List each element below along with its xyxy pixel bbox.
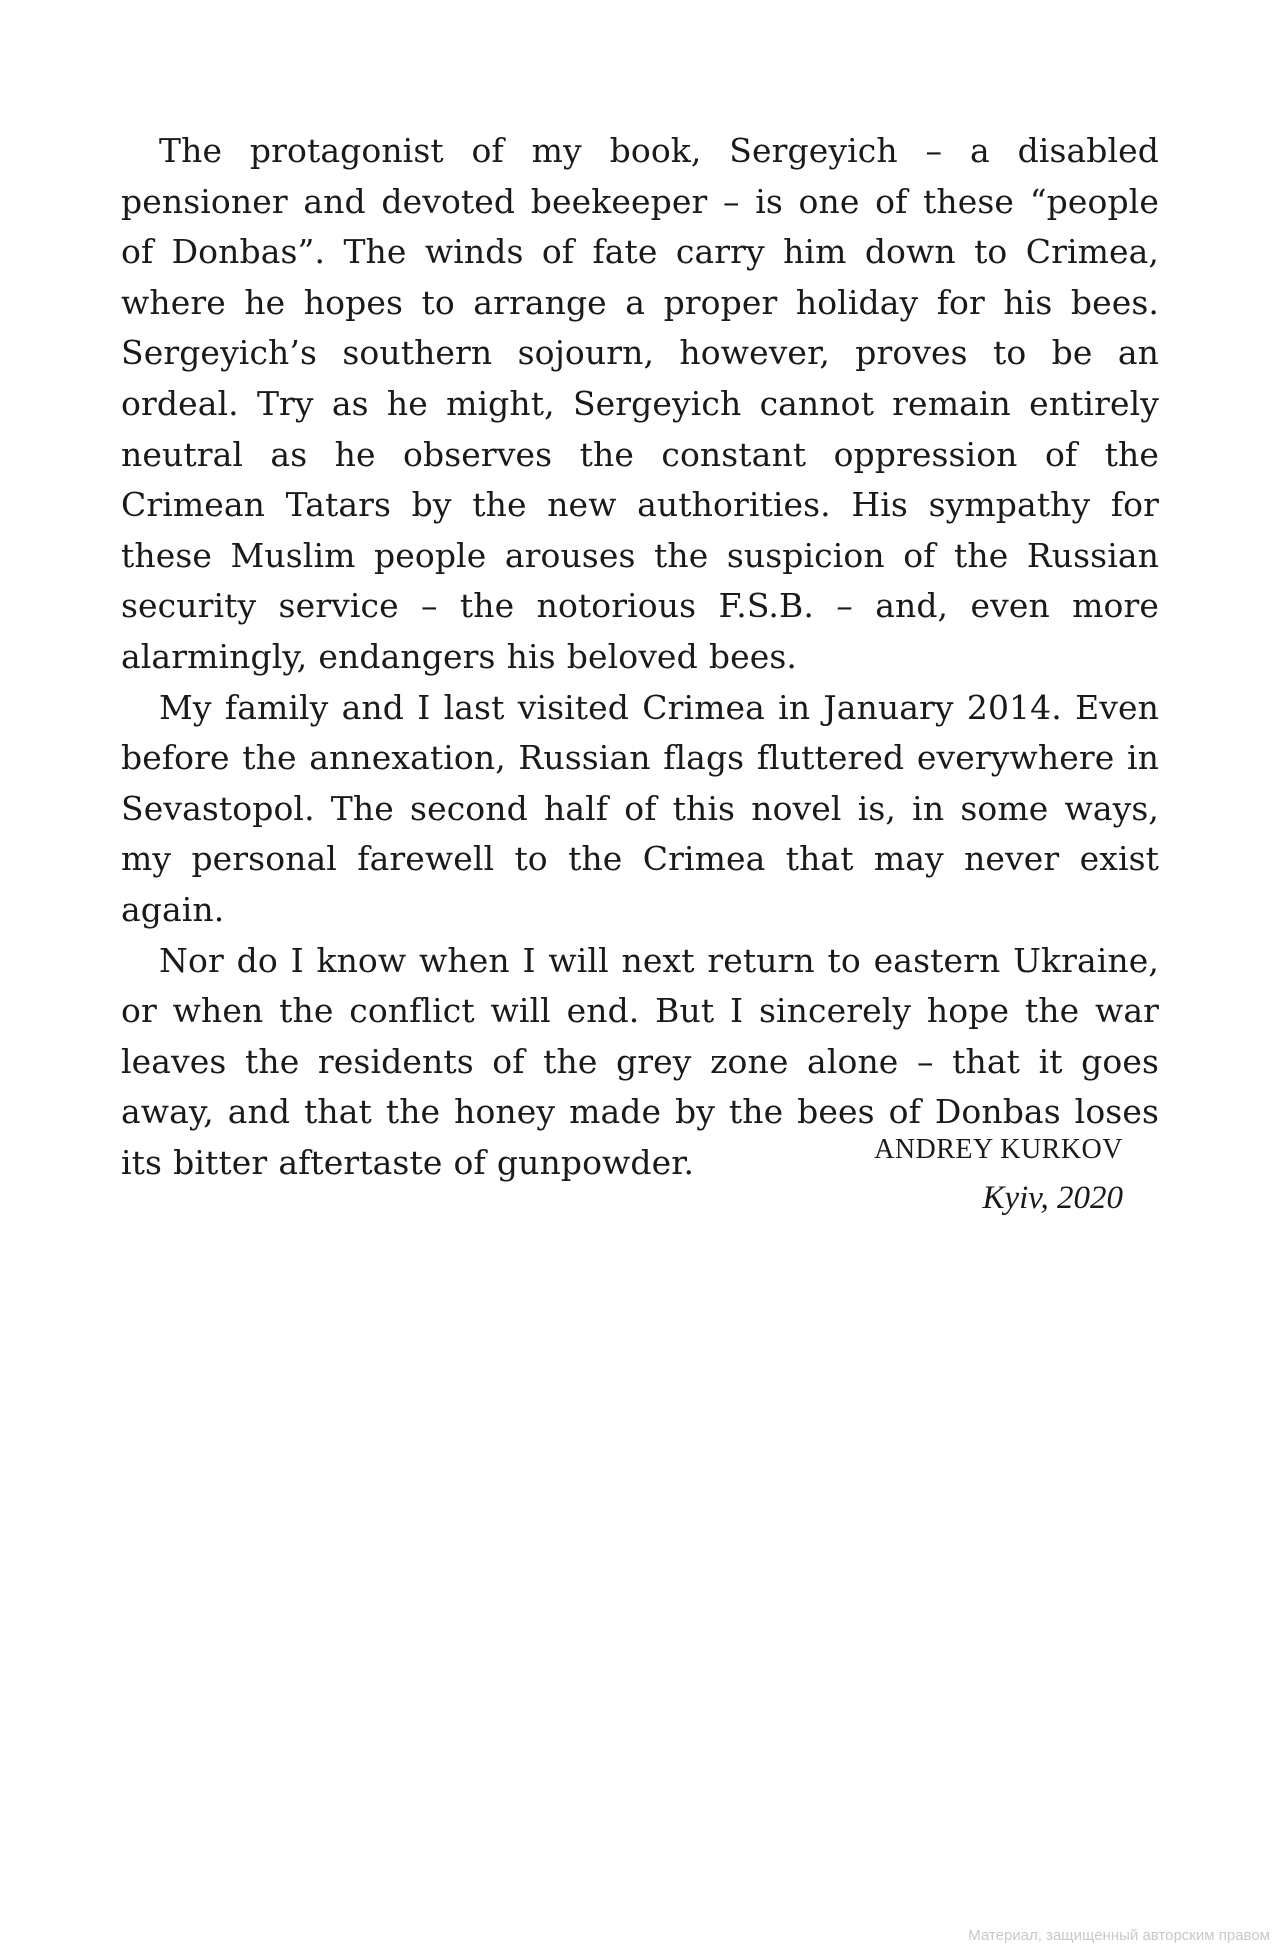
place-date: Kyiv, 2020 <box>982 1180 1123 1216</box>
paragraph-protagonist: The protagonist of my book, Sergeyich – a disabled pensioner and devoted beekeeper – is one of these “people of Donbas”. The winds of fate carry him down to Crimea, where he hopes to arrange a proper holiday for his bees. Sergeyich’s southern sojourn, however, proves to be an ordeal. Try as he might, Sergeyich cannot remain entirely neutral as he observes the constant oppression of the Crimean Tatars by the new authorities. His sympathy for these Muslim people arouses the suspicion of the Russian security service – the notorious F.S.B. – and, even more alarmingly, endangers his beloved bees. <box>121 131 1159 676</box>
paragraph-hope: Nor do I know when I will next return to eastern Ukraine, or when the conflict will end. But I sincerely hope the war leaves the residents of the grey zone alone – that it goes away, and that the honey made by the bees of Donbas loses its bitter aftertaste of gunpowder. <box>121 940 1159 1182</box>
body-text <box>121 126 1159 1188</box>
paragraph-crimea-visit: My family and I last visited Crimea in January 2014. Even before the annexation, Russian flags fluttered everywhere in Sevastopol. The second half of this novel is, in some ways, my personal farewell to the Crimea that may never exist again. <box>121 687 1159 929</box>
signature-block <box>874 1130 1123 1226</box>
author-name: ANDREY KURKOV <box>874 1134 1123 1165</box>
copyright-watermark: Материал, защищенный авторским правом <box>968 1927 1270 1944</box>
